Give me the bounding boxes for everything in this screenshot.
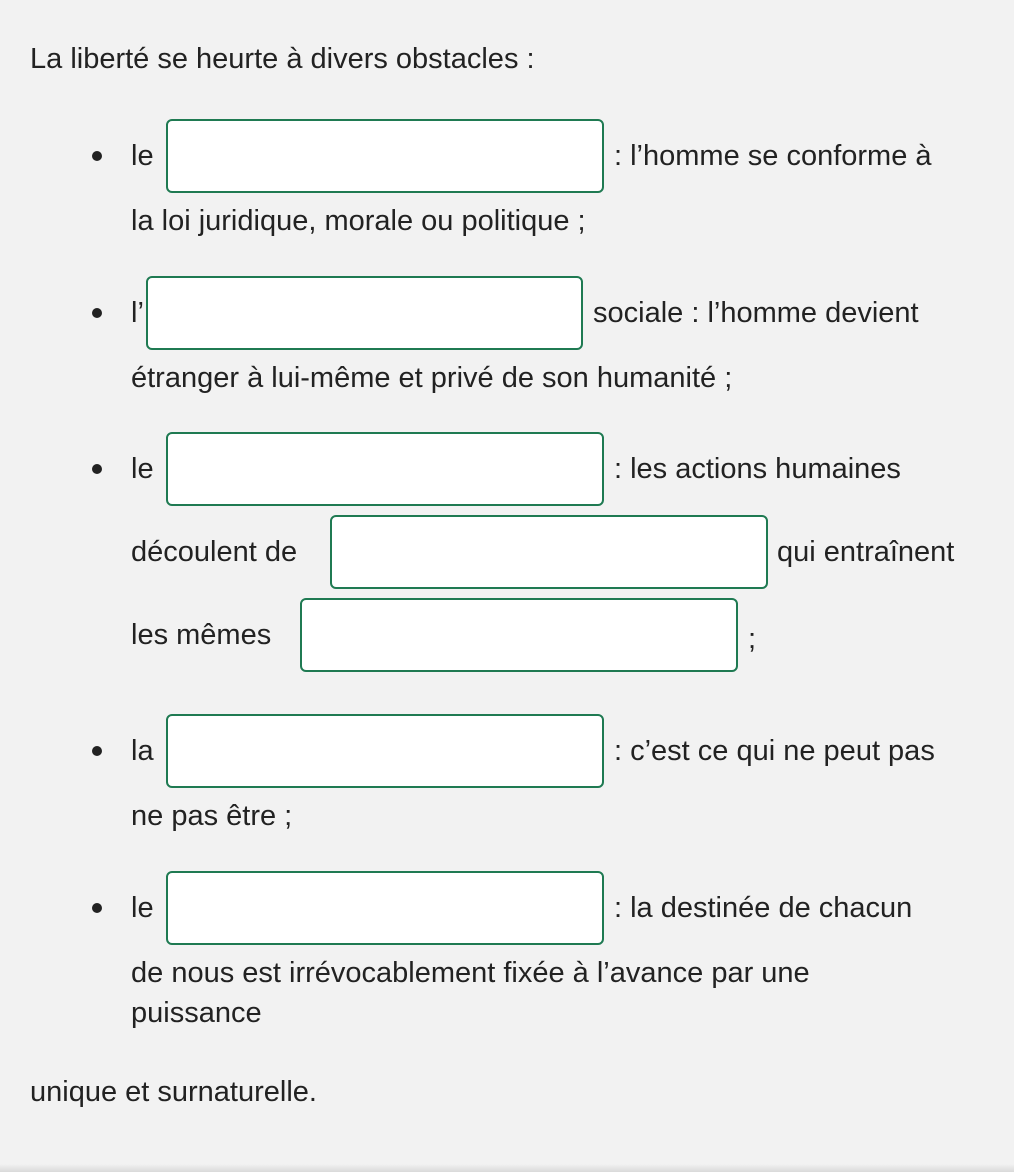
outro-text: unique et surnaturelle.	[30, 1076, 317, 1108]
item-3-line2-prefix: découlent de	[131, 536, 298, 568]
blank-7-input[interactable]	[166, 871, 604, 945]
item-1-prefix: le	[131, 140, 154, 172]
item-2-continuation: étranger à lui-même et privé de son humanité ;	[131, 362, 733, 394]
item-5-continuation: de nous est irrévocablement fixée à l’avance par une	[131, 957, 810, 989]
bullet-5	[92, 903, 102, 913]
blank-1-input[interactable]	[166, 119, 604, 193]
item-3-suffix: : les actions humaines	[614, 453, 901, 485]
item-3-prefix: le	[131, 453, 154, 485]
intro-text: La liberté se heurte à divers obstacles :	[30, 43, 535, 75]
blank-3-input[interactable]	[166, 432, 604, 506]
bullet-3	[92, 464, 102, 474]
item-4-continuation: ne pas être ;	[131, 800, 293, 832]
blank-2-input[interactable]	[146, 276, 583, 350]
item-2-prefix: l’	[131, 297, 144, 329]
blank-5-input[interactable]	[300, 598, 738, 672]
item-3-line2-suffix: qui entraînent	[777, 536, 955, 568]
bottom-edge	[0, 1164, 1014, 1172]
item-1-suffix: : l’homme se conforme à	[614, 140, 932, 172]
blank-6-input[interactable]	[166, 714, 604, 788]
item-1-continuation: la loi juridique, morale ou politique ;	[131, 205, 586, 237]
item-3-line3-prefix: les mêmes	[131, 619, 272, 651]
item-5-suffix: : la destinée de chacun	[614, 892, 913, 924]
bullet-1	[92, 151, 102, 161]
item-5-prefix: le	[131, 892, 154, 924]
item-2-suffix: sociale : l’homme devient	[593, 297, 919, 329]
item-4-suffix: : c’est ce qui ne peut pas	[614, 735, 935, 767]
bullet-4	[92, 746, 102, 756]
item-5-continuation-2: puissance	[131, 997, 262, 1029]
blank-4-input[interactable]	[330, 515, 768, 589]
item-3-line3-suffix: ;	[748, 623, 757, 655]
bullet-2	[92, 308, 102, 318]
item-4-prefix: la	[131, 735, 154, 767]
